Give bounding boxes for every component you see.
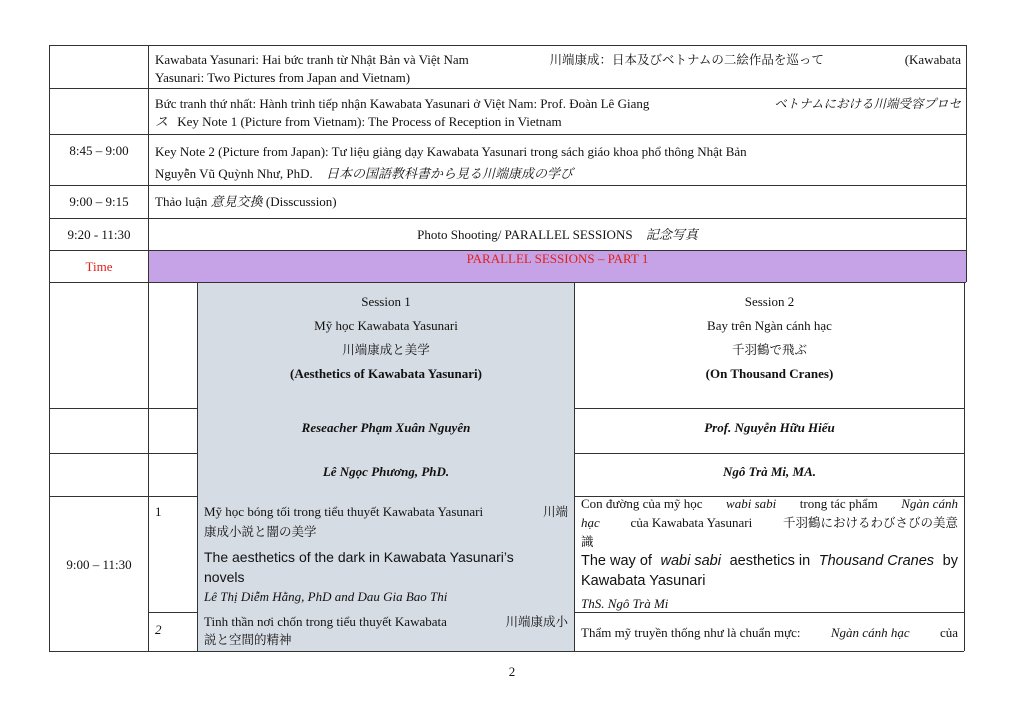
session1-secretary: Lê Ngọc Phương, PhD. [322, 464, 450, 479]
keynote2-title: Key Note 2 (Picture from Japan): Tư liệu giảng dạy Kawabata Yasunari trong sách giáo khoa phổ thông Nhật Bản [155, 144, 747, 159]
discussion-jp: 意見交換 [210, 194, 263, 209]
session2-title-vi: Bay trên Ngàn cánh hạc [707, 318, 832, 333]
paper2-s1-title-jp-a: 川端康成小 [505, 614, 568, 629]
paper1-s1-title-jp-b: 康成小説と闇の美学 [204, 524, 317, 539]
paper1-s2-en-a5: by [942, 553, 958, 569]
keynote1-jp-cont: ス [155, 114, 169, 129]
keynote1-vi: Bức tranh thứ nhất: Hành trình tiếp nhận Kawabata Yasunari ở Việt Nam: Prof. Đoàn Lê Giang [155, 96, 650, 111]
paper2-s2-vi-a2: Ngàn cánh hạc [830, 625, 910, 640]
keynote2-speaker: Nguyễn Vũ Quỳnh Như, PhD. [155, 166, 313, 181]
paper1-s1-title-en-b: novels [204, 569, 245, 585]
intro-title-tail: (Kawabata [904, 52, 961, 67]
session1-number: Session 1 [361, 294, 411, 309]
paper1-s2-en-a1: The way of [581, 553, 652, 569]
parallel-header-title: PARALLEL SESSIONS – PART 1 [466, 251, 649, 266]
paper1-s2-vi-c: 識 [581, 534, 594, 549]
discussion-cell [155, 193, 961, 211]
keynote1-cell [155, 95, 961, 131]
discussion-time: 9:00 – 9:15 [69, 194, 129, 209]
paper2-s2-vi-a3: của [939, 625, 958, 640]
session1-title-en: (Aesthetics of Kawabata Yasunari) [290, 366, 482, 381]
page-number: 2 [508, 664, 516, 679]
session2-header [575, 290, 964, 386]
paper1-s2-vi-a2: wabi sabi [726, 496, 777, 511]
session1-chair: Reseacher Phạm Xuân Nguyên [301, 420, 471, 435]
session2-title-en: (On Thousand Cranes) [705, 366, 834, 381]
intro-title-line2: Yasunari: Two Pictures from Japan and Vietnam) [155, 70, 411, 85]
intro-title-line1 [155, 51, 961, 69]
paper1-s2-en-a2: wabi sabi [660, 553, 721, 569]
session2-secretary: Ngô Trà Mi, MA. [722, 464, 817, 479]
paper1-s1-title-vi: Mỹ học bóng tối trong tiểu thuyết Kawabata Yasunari [204, 504, 484, 519]
session1-header [198, 290, 574, 386]
keynote2-time: 8:45 – 9:00 [69, 143, 129, 158]
paper1-s1-title-jp-a: 川端 [542, 504, 568, 519]
paper1-s1-title-en-a: The aesthetics of the dark in Kawabata Yasunari’s [204, 549, 514, 565]
keynote2-cell [155, 141, 961, 185]
paper1-s2-vi-b1: hạc [581, 515, 600, 530]
paper1-s2-author: ThS. Ngô Trà Mi [581, 596, 669, 611]
paper1-s2-en-a3: aesthetics in [729, 553, 811, 569]
paper1-number: 1 [155, 504, 162, 519]
intro-title-cell [155, 51, 961, 87]
paper1-s2-en-b: Kawabata Yasunari [581, 573, 706, 589]
photo-cell [149, 226, 966, 244]
paper2-session2 [581, 624, 958, 642]
discussion-vi: Thảo luận [155, 194, 208, 209]
session1-title-jp: 川端康成と美学 [342, 342, 430, 357]
session2-title-jp: 千羽鶴で飛ぶ [731, 342, 807, 357]
paper1-session1 [204, 502, 568, 607]
paper2-session1 [204, 613, 568, 649]
intro-title-vi: Kawabata Yasunari: Hai bức tranh từ Nhật Bản và Việt Nam [155, 52, 469, 67]
session2-chair: Prof. Nguyễn Hữu Hiếu [704, 420, 835, 435]
photo-text: Photo Shooting/ PARALLEL SESSIONS [417, 227, 633, 242]
paper1-s2-en-a4: Thousand Cranes [818, 553, 935, 569]
session2-number: Session 2 [744, 294, 795, 309]
paper1-s2-vi-b2: của Kawabata Yasunari [630, 515, 753, 530]
paper2-number: 2 [155, 622, 162, 637]
photo-time: 9:20 - 11:30 [67, 227, 131, 242]
paper1-s2-vi-a4: Ngàn cánh [901, 496, 958, 511]
keynote2-jp: 日本の国語教科書から見る川端康成の学び [326, 166, 574, 181]
paper2-s1-title-vi: Tinh thần nơi chốn trong tiểu thuyết Kawabata [204, 614, 447, 629]
keynote1-jp: ベトナムにおける川端受容プロセ [774, 97, 961, 111]
session1-title-vi: Mỹ học Kawabata Yasunari [314, 318, 458, 333]
paper1-s1-author: Lê Thị Diễm Hằng, PhD and Dau Gia Bao Thi [204, 589, 448, 604]
paper2-s1-title-jp-b: 説と空間的精神 [204, 632, 292, 647]
papers-time: 9:00 – 11:30 [66, 557, 132, 572]
paper1-s2-vi-a3: trong tác phẩm [799, 496, 878, 511]
time-header: Time [85, 259, 113, 274]
paper1-s2-vi-a1: Con đường của mỹ học [581, 496, 703, 511]
paper1-session2 [581, 494, 958, 613]
paper1-s2-vi-b3: 千羽鶴におけるわびさびの美意 [782, 515, 958, 530]
photo-jp: 記念写真 [645, 227, 698, 242]
discussion-en: (Disscussion) [265, 194, 337, 209]
intro-title-jp: 川端康成：日本及びベトナムの二絵作品を巡って [549, 52, 824, 67]
paper2-s2-vi-a1: Thẩm mỹ truyền thống như là chuẩn mực: [581, 625, 801, 640]
keynote1-en: Key Note 1 (Picture from Vietnam): The Process of Reception in Vietnam [177, 114, 562, 129]
